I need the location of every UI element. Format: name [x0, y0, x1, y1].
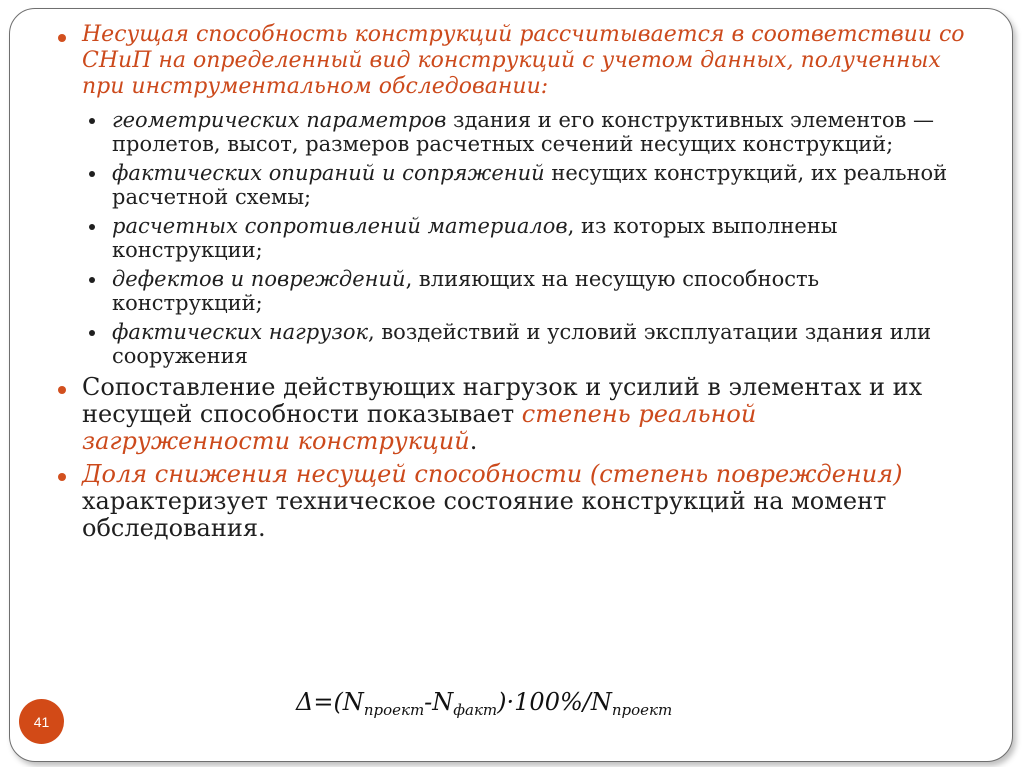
- bullet-dot: [58, 473, 66, 481]
- sub-bullet-italic: расчетных сопротивлений материалов: [112, 214, 568, 238]
- sub-bullet-list: [52, 108, 967, 368]
- sub-bullet-dot: [89, 171, 95, 177]
- formula-minus: -N: [424, 688, 454, 716]
- formula-sub-3: проект: [611, 701, 673, 719]
- sub-bullet-text: , воздействий и условий эксплуатации здания или сооружения: [112, 320, 932, 368]
- bullet-2-accent: степень реальной загруженности конструкций: [82, 400, 757, 455]
- sub-bullet-italic: геометрических параметров: [112, 108, 447, 132]
- sub-bullet-5: [52, 320, 967, 368]
- sub-bullet-4: [52, 267, 967, 315]
- slide-content: [52, 22, 967, 542]
- sub-bullet-text: , влияющих на несущую способность конструкций;: [112, 267, 820, 315]
- bullet-dot: [58, 34, 66, 42]
- sub-bullet-dot: [89, 330, 95, 336]
- formula-mid: )·100%/N: [497, 688, 612, 716]
- bullet-2-text-a: Сопоставление действующих нагрузок и усилий в элементах и их несущей способности показывает: [82, 373, 923, 428]
- sub-bullet-3: [52, 214, 967, 262]
- damage-formula: [296, 688, 672, 719]
- sub-bullet-text: несущих конструкций, их реальной расчетной схемы;: [112, 161, 948, 209]
- sub-bullet-italic: фактических нагрузок: [112, 320, 368, 344]
- sub-bullet-1: [52, 108, 967, 156]
- sub-bullet-italic: фактических опираний и сопряжений: [112, 161, 545, 185]
- formula-sub-2: факт: [453, 701, 498, 719]
- page-number-badge: 41: [19, 699, 64, 744]
- formula-sub-1: проект: [363, 701, 425, 719]
- sub-bullet-2: [52, 161, 967, 209]
- bullet-1-text: Несущая способность конструкций рассчитывается в соответствии со СНиП на определенный вид конструкций с учетом данных, полученных при инструментальном обследовании:: [82, 22, 965, 99]
- bullet-3-accent: Доля снижения несущей способности (степень повреждения): [82, 460, 903, 488]
- sub-bullet-dot: [89, 118, 95, 124]
- bullet-2: [52, 374, 967, 455]
- bullet-2-text-b: .: [469, 427, 478, 455]
- bullet-3: [52, 461, 967, 542]
- sub-bullet-dot: [89, 224, 95, 230]
- sub-bullet-text: , из которых выполнены конструкции;: [112, 214, 838, 262]
- sub-bullet-dot: [89, 277, 95, 283]
- sub-bullet-italic: дефектов и повреждений: [112, 267, 406, 291]
- sub-bullet-text: здания и его конструктивных элементов — пролетов, высот, размеров расчетных сечений несущих конструкций;: [112, 108, 935, 156]
- bullet-dot: [58, 386, 66, 394]
- formula-lhs: Δ=(N: [296, 688, 364, 716]
- bullet-3-text-b: характеризует техническое состояние конструкций на момент обследования.: [82, 487, 887, 542]
- bullet-1: [52, 22, 967, 100]
